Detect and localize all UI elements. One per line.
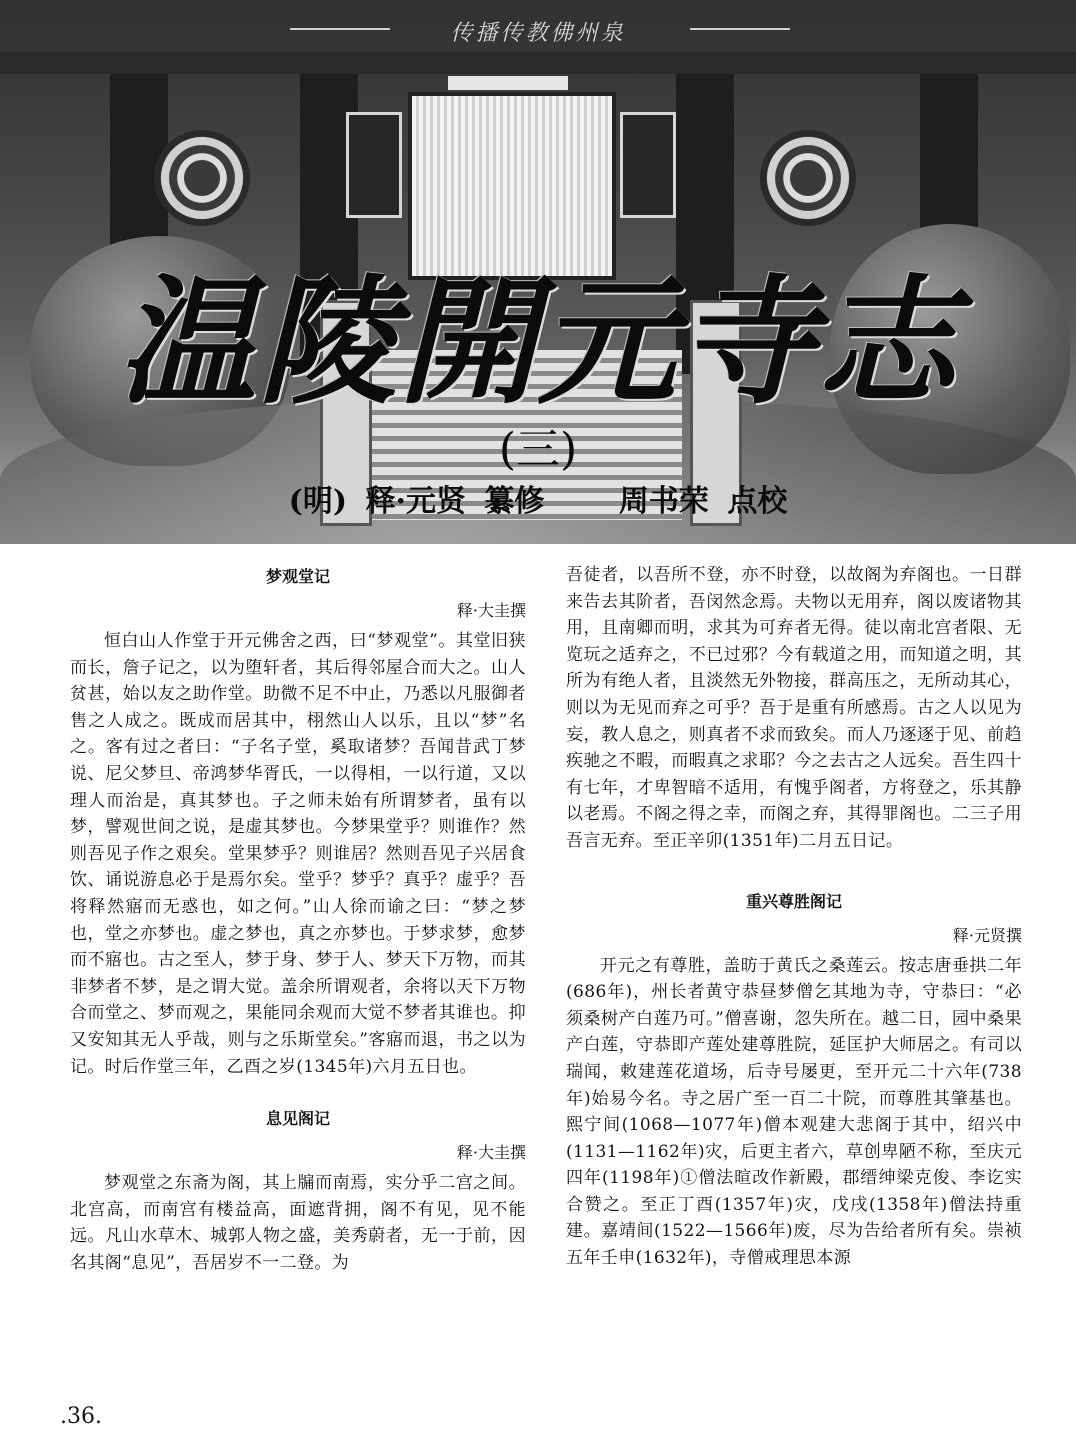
banner-slogan: 传播传教佛州泉 [450,21,626,46]
byline-editor: 周书荣 [618,484,709,519]
section-heading: 息见阁记 [265,1109,330,1129]
section-paragraph: 开元之有尊胜，盖昉于黄氏之桑莲云。按志唐垂拱二年(686年)，州长者黄守恭昼梦僧乞其地为寺，守恭曰：“必须桑树产白莲乃可。”僧喜谢，忽失所在。越二日，园中桑果产白莲，守恭即产莲处建尊胜院，延匡护大师居之。有司以瑞闻，敕建莲花道场，后寺号屡更，至开元二十六年(738年)始易今名。寺之居广至一百二十院，而尊胜其肇基也。熙宁间(1068—1077年)僧本观建大悲阁于其中，绍兴中(1131—1162年)灾，后更主者六，草创卑陋不称，至庆元四年(1198年)①僧法暄改作新殿，郡缙绅梁克俊、李讫实合赞之。至正丁酉(1357年)灾，戊戌(1358年)僧法持重建。嘉靖间(1522—1566年)废，尽为告给者所有矣。崇祯五年壬申(1632年)，寺僧戒理思本源 [566,955,1022,1269]
temple-roof [0,52,1076,74]
hall-plaque [448,76,568,90]
carved-panel [346,112,402,218]
page-number: .36. [60,1404,102,1429]
section-gap [566,855,1022,885]
section-gap [70,1080,526,1102]
part-number: (三) [498,424,578,475]
byline-dynasty: (明) [288,484,348,519]
hall-doorway [408,92,616,280]
section-paragraph: 梦观堂之东斋为阁，其上牖而南焉，实分乎二宫之间。北宫高，而南宫有楼益高，面遮背拥，阁不有见，见不能远。凡山水草木、城郭人物之盛，美秀蔚者，无一于前，因名其阁“息见”，吾居岁不一二登。为 [70,1173,526,1273]
left-column [70,560,526,1276]
page-title: 温陵開元寺志 [117,260,958,423]
section-author: 释·大圭撰 [456,1143,526,1163]
right-column [566,562,1022,1272]
header-banner [0,0,1076,544]
continued-paragraph: 吾徒者，以吾所不登，亦不时登，以故阁为弃阁也。一日群来告去其阶者，吾闵然念焉。夫物以无用弃，阁以废诸物其用，且南卿而明，求其为可弃者无得。徒以南北宫者限、无览玩之适弃之，不已过邪？今有载道之用，而知道之明，其所为有绝人者，且淡然无外物接，群高压之，无所动其心，则以为无见而弃之可乎？吾于是重有所感焉。古之人以见为妄，教人息之，则真者不求而致矣。而人乃逐逐于见、前趋疾驰之不暇，而暇真之求耶？今之去古之人远矣。吾生四十有七年，才卑智暗不适用，有愧乎阁者，方将登之，乐其静以老焉。不阁之得之幸，而阁之弃，其得罪阁也。二三子用吾言无弃。至正辛卯(1351年)二月五日记。 [566,565,1022,851]
section-heading: 梦观堂记 [265,567,330,586]
byline-role-compile: 纂修 [484,484,545,519]
section-author: 释·大圭撰 [456,601,526,620]
byline-author: 释·元贤 [365,484,466,519]
round-window [760,130,856,226]
section-author: 释·元贤撰 [952,925,1022,945]
section-paragraph: 恒白山人作堂于开元佛舍之西，曰“梦观堂”。其堂旧狭而长，詹子记之，以为堕轩者，其后得邻屋合而大之。山人贫甚，始以友之助作堂。助微不足不中止，乃悉以凡服御者售之人成之。既成而居其中，栩然山人以乐，且以“梦”名之。客有过之者曰：“子名子堂，奚取诸梦？吾闻昔武丁梦说、尼父梦旦、帝鸿梦华胥氏，一以得相，一以行道，又以理人而治是，真其梦也。子之师未始有所谓梦者，虽有以梦，譬观世间之说，是虚其梦也。今梦果堂乎？则谁作？然则吾见子作之艰矣。堂果梦乎？则谁居？然则吾见子兴居食饮、诵说游息必于是焉尔矣。堂乎？梦乎？真乎？虚乎？吾将释然寤而无惑也，如之何。”山人徐而谕之曰：“梦之梦也，堂之亦梦也。虚之梦也，真之亦梦也。于梦求梦，愈梦而不寤也。古之至人，梦于身、梦于人、梦天下万物，而其非梦者不梦，是之谓大觉。盖余所谓观者，余将以天下万物合而堂之、梦而观之，果能同余观而大觉不梦者其谁也。抑又安知其无人乎哉，则与之乐斯堂矣。”客寤而退，书之以为记。时后作堂三年，乙酉之岁(1345年)六月五日也。 [70,631,526,1077]
round-window [154,130,250,226]
carved-panel [620,112,676,218]
section-heading: 重兴尊胜阁记 [745,891,842,911]
byline-role-proofread: 点校 [727,484,788,519]
byline [0,478,1076,526]
